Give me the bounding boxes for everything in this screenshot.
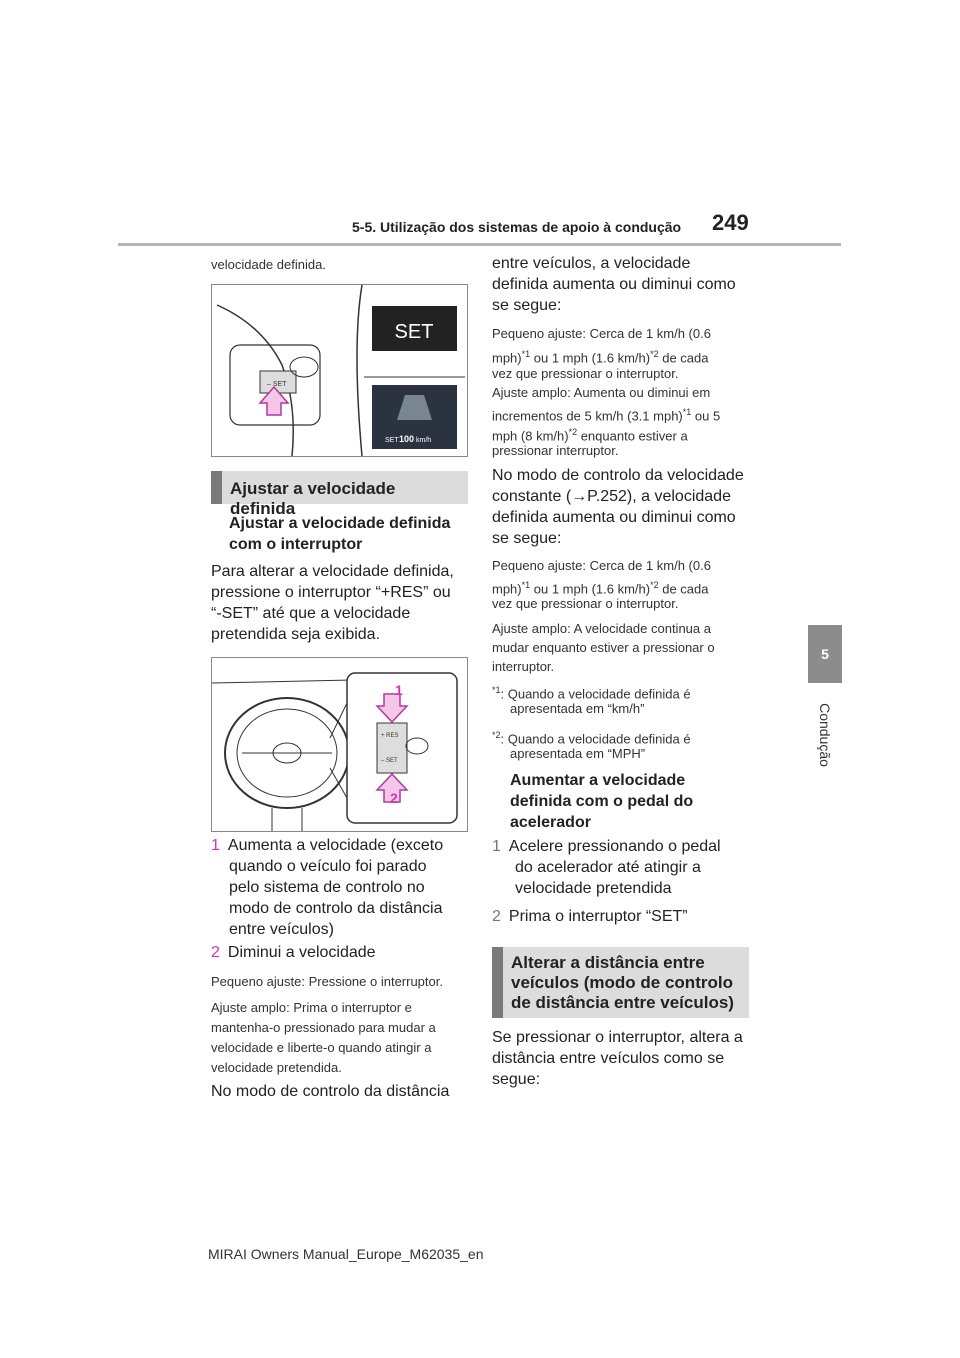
footnote-2-cont: apresentada em “MPH”: [510, 746, 646, 761]
list-item-1-cont: quando o veículo foi parado: [229, 858, 427, 875]
step-2: 2 Prima o interruptor “SET”: [492, 908, 688, 925]
svg-text:– SET: – SET: [381, 758, 398, 764]
small-note: Ajuste amplo: A velocidade continua a: [492, 621, 711, 636]
para-line: “-SET” até que a velocidade: [211, 605, 411, 622]
chapter-tab: 5: [808, 625, 842, 683]
section-header-title: 5-5. Utilização dos sistemas de apoio à condução: [352, 219, 682, 235]
svg-text:1: 1: [395, 682, 403, 698]
small-note: interruptor.: [492, 659, 555, 674]
header-divider: [118, 243, 841, 246]
list-item-1: 1 Aumenta a velocidade (exceto: [211, 837, 444, 854]
small-note: Ajuste amplo: Aumenta ou diminui em: [492, 385, 711, 400]
figure-steering-set-switch: [211, 284, 468, 457]
para-line: se segue:: [492, 530, 562, 547]
svg-text:– SET: – SET: [267, 381, 287, 388]
svg-text:100: 100: [399, 434, 415, 444]
svg-text:+ RES: + RES: [381, 733, 399, 739]
small-note: incrementos de 5 km/h (3.1 mph)$^{*1}$ ou 5: [492, 407, 721, 424]
list-item-1-cont: pelo sistema de controlo no: [229, 879, 425, 896]
step-1-cont: velocidade pretendida: [515, 880, 672, 897]
small-note: pressionar interruptor.: [492, 443, 619, 458]
small-note: velocidade pretendida.: [211, 1060, 342, 1075]
footer-manual-id: MIRAI Owners Manual_Europe_M62035_en: [208, 1246, 484, 1262]
svg-text:km/h: km/h: [416, 437, 432, 444]
steering-set-illustration: [212, 285, 467, 456]
para-line: pressione o interruptor “+RES” ou: [211, 584, 451, 601]
subheading-line2: com o interruptor: [229, 536, 363, 553]
para-line: Para alterar a velocidade definida,: [211, 563, 454, 580]
small-note: Pequeno ajuste: Cerca de 1 km/h (0.6: [492, 326, 711, 341]
small-note: vez que pressionar o interruptor.: [492, 596, 679, 611]
small-note: mph (8 km/h)$^{*2}$ enquanto estiver a: [492, 427, 688, 444]
para-line: definida aumenta ou diminui como: [492, 509, 736, 526]
section-title-distance: Alterar a distância entre veículos (modo de controlo de distância entre veículos): [492, 947, 749, 1018]
small-note: mudar enquanto estiver a pressionar o: [492, 640, 715, 655]
svg-text:SET: SET: [385, 437, 399, 444]
svg-text:SET: SET: [394, 321, 434, 343]
para-line: se segue:: [492, 297, 562, 314]
small-note: Ajuste amplo: Prima o interruptor e: [211, 1000, 412, 1015]
para-line: segue:: [492, 1071, 541, 1088]
chapter-label: Condução: [817, 703, 833, 767]
para-line: Se pressionar o interruptor, altera a: [492, 1029, 743, 1046]
para-line: constante (→P.252), a velocidade: [492, 488, 731, 505]
svg-text:2: 2: [390, 790, 398, 806]
footnote-1: $^{*1}$: Quando a velocidade definida é: [492, 685, 691, 702]
footnote-1-cont: apresentada em “km/h”: [510, 701, 645, 716]
subheading-accelerator: Aumentar a velocidade: [510, 772, 686, 789]
list-item-2: 2 Diminui a velocidade: [211, 944, 376, 961]
page-number: 249: [712, 210, 749, 235]
small-note: velocidade e liberte-o quando atingir a: [211, 1040, 432, 1055]
small-note: mph)$^{*1}$ ou 1 mph (1.6 km/h)$^{*2}$ de cada: [492, 349, 709, 366]
figure-steering-res-set: [211, 657, 468, 832]
step-1: 1 Acelere pressionando o pedal: [492, 838, 721, 855]
list-item-1-cont: modo de controlo da distância: [229, 900, 443, 917]
small-note: Pequeno ajuste: Cerca de 1 km/h (0.6: [492, 558, 711, 573]
para-line: definida aumenta ou diminui como: [492, 276, 736, 293]
section-title-adjust-speed: Ajustar a velocidade definida: [211, 471, 468, 504]
para-line: No modo de controlo da distância: [211, 1083, 450, 1100]
small-note: vez que pressionar o interruptor.: [492, 366, 679, 381]
footnote-2: $^{*2}$: Quando a velocidade definida é: [492, 730, 691, 747]
para-line: entre veículos, a velocidade: [492, 255, 691, 272]
small-note: Pequeno ajuste: Pressione o interruptor.: [211, 974, 443, 989]
small-note: mantenha-o pressionado para mudar a: [211, 1020, 436, 1035]
para-line: No modo de controlo da velocidade: [492, 467, 744, 484]
subheading-accelerator: definida com o pedal do: [510, 793, 694, 810]
small-note: mph)$^{*1}$ ou 1 mph (1.6 km/h)$^{*2}$ de cada: [492, 580, 709, 597]
subheading-accelerator: acelerador: [510, 814, 591, 831]
list-item-1-cont: entre veículos): [229, 921, 334, 938]
para-line: distância entre veículos como se: [492, 1050, 725, 1067]
step-1-cont: do acelerador até atingir a: [515, 859, 701, 876]
steering-res-set-illustration: [212, 658, 467, 831]
para-line: pretendida seja exibida.: [211, 626, 381, 643]
intro-text: velocidade definida.: [211, 257, 326, 272]
subheading-line1: Ajustar a velocidade definida: [229, 515, 451, 532]
